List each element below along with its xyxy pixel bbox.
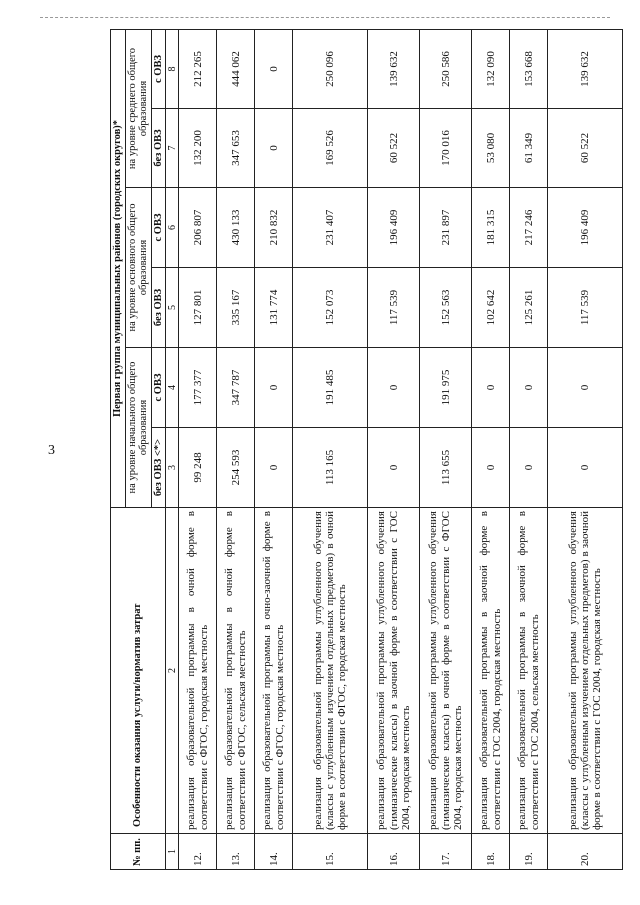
cell-value: 0 [472,348,510,428]
cell-value: 0 [548,428,623,508]
table-row [368,30,420,870]
cell-value: 347 787 [217,348,255,428]
column-index: 3 [166,428,179,508]
row-number: 12. [179,834,217,870]
header-feature: Особенности оказания услуги/норматив затрат [111,508,166,834]
cell-value: 60 522 [548,109,623,188]
row-number: 17. [420,834,472,870]
header-with-ovz: с ОВЗ [151,188,166,268]
cell-value: 191 975 [420,348,472,428]
cell-value: 0 [368,348,420,428]
header-with-ovz: с ОВЗ [151,348,166,428]
table-row [293,30,368,870]
row-description: реализация образовательной программы углубленного обучения (гимназические классы) в очной форме в соответствии с ФГОС 2004, городская местность [420,508,472,834]
column-index: 5 [166,268,179,348]
cell-value: 250 586 [420,30,472,109]
table-row [255,30,293,870]
cell-value: 177 377 [179,348,217,428]
row-description: реализация образовательной программы углубленного обучения (классы с углубленным изучением отдельных предметов) в очной форме в соответствии с ФГОС, городская местность [293,508,368,834]
row-description: реализация образовательной программы в заочной форме в соответствии с ГОС 2004, сельская местность [510,508,548,834]
row-description: реализация образовательной программы в очной форме в соответствии с ФГОС, сельская местность [217,508,255,834]
table-row [548,30,623,870]
column-index: 1 [166,834,179,870]
header-level-secondary: на уровне среднего общего образования [125,30,151,188]
row-description: реализация образовательной программы углубленного обучения (гимназические классы) в заочной форме в соответствии с ГОС 2004, городская местность [368,508,420,834]
cell-value: 169 526 [293,109,368,188]
cell-value: 131 774 [255,268,293,348]
header-level-basic: на уровне основного общего образования [125,188,151,348]
cell-value: 210 832 [255,188,293,268]
cell-value: 152 563 [420,268,472,348]
header-group: Первая группа муниципальных районов (городских округов)* [111,30,126,508]
cell-value: 206 807 [179,188,217,268]
cell-value: 0 [255,348,293,428]
cell-value: 217 246 [510,188,548,268]
cell-value: 444 062 [217,30,255,109]
cell-value: 61 349 [510,109,548,188]
cell-value: 0 [368,428,420,508]
cell-value: 250 096 [293,30,368,109]
cell-value: 125 261 [510,268,548,348]
row-number: 15. [293,834,368,870]
row-number: 18. [472,834,510,870]
table-row [472,30,510,870]
cell-value: 231 897 [420,188,472,268]
cell-value: 113 655 [420,428,472,508]
cell-value: 53 080 [472,109,510,188]
rotated-table-container [110,30,615,870]
cell-value: 132 090 [472,30,510,109]
cell-value: 0 [255,109,293,188]
column-index: 8 [166,30,179,109]
cell-value: 335 167 [217,268,255,348]
cell-value: 0 [548,348,623,428]
cell-value: 0 [510,348,548,428]
cell-value: 132 200 [179,109,217,188]
row-number: 14. [255,834,293,870]
cell-value: 191 485 [293,348,368,428]
header-without-ovz: без ОВЗ <*> [151,428,166,508]
cell-value: 0 [255,428,293,508]
header-without-ovz: без ОВЗ [151,268,166,348]
cell-value: 196 409 [548,188,623,268]
cell-value: 117 539 [548,268,623,348]
cell-value: 181 315 [472,188,510,268]
page-number: 3 [48,443,55,458]
column-index: 7 [166,109,179,188]
cell-value: 139 632 [548,30,623,109]
cell-value: 127 801 [179,268,217,348]
row-number: 16. [368,834,420,870]
row-description: реализация образовательной программы в очно-заочной форме в соответствии с ФГОС, городская местность [255,508,293,834]
cell-value: 196 409 [368,188,420,268]
row-description: реализация образовательной программы в заочной форме в соответствии с ГОС 2004, городская местность [472,508,510,834]
cell-value: 212 265 [179,30,217,109]
cell-value: 153 668 [510,30,548,109]
header-without-ovz: без ОВЗ [151,109,166,188]
header-level-primary: на уровне начального общего образования [125,348,151,508]
row-description: реализация образовательной программы в очной форме в соответствии с ФГОС, городская местность [179,508,217,834]
cell-value: 99 248 [179,428,217,508]
row-number: 13. [217,834,255,870]
cell-value: 430 133 [217,188,255,268]
cell-value: 102 642 [472,268,510,348]
cell-value: 254 593 [217,428,255,508]
header-number: № пп. [111,834,166,870]
column-index: 6 [166,188,179,268]
cost-norms-table [110,29,623,870]
row-description: реализация образовательной программы углубленного обучения (классы с углубленным изучением отдельных предметов) в заочной форме в соответствии с ГОС 2004, городская местность [548,508,623,834]
cell-value: 113 165 [293,428,368,508]
cell-value: 139 632 [368,30,420,109]
cell-value: 117 539 [368,268,420,348]
cell-value: 231 407 [293,188,368,268]
table-row [420,30,472,870]
cell-value: 0 [472,428,510,508]
column-index-row [166,30,179,870]
cell-value: 152 073 [293,268,368,348]
cell-value: 0 [255,30,293,109]
cell-value: 0 [510,428,548,508]
table-row [217,30,255,870]
cell-value: 60 522 [368,109,420,188]
cell-value: 170 016 [420,109,472,188]
top-dashed-line [40,17,610,18]
cell-value: 347 653 [217,109,255,188]
row-number: 19. [510,834,548,870]
table-row [510,30,548,870]
column-index: 2 [166,508,179,834]
header-with-ovz: с ОВЗ [151,30,166,109]
row-number: 20. [548,834,623,870]
table-row [179,30,217,870]
column-index: 4 [166,348,179,428]
